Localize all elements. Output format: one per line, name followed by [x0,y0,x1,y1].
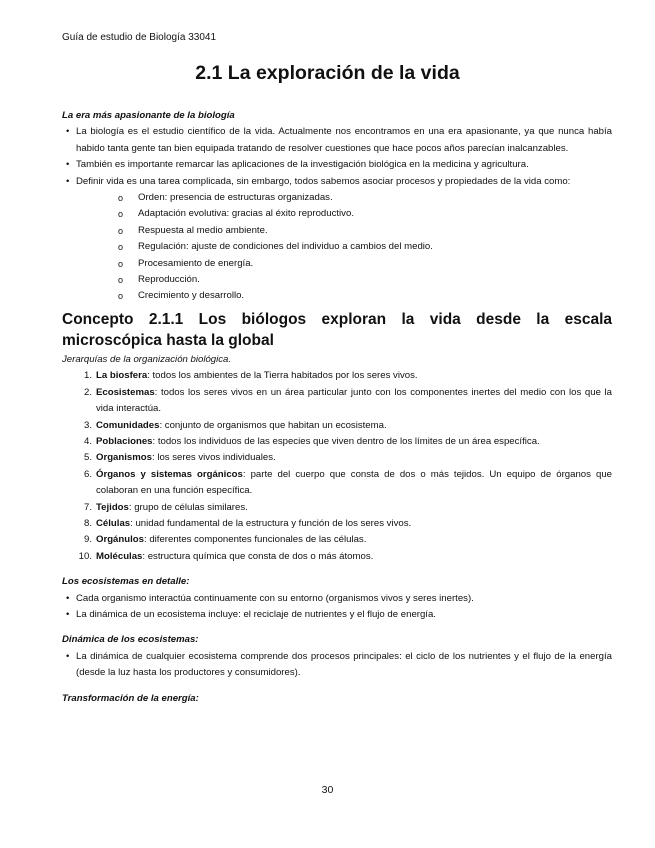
spacer [62,682,612,691]
intro-bullet-text: También es importante remarcar las aplicaciones de la investigación biológica en la medicina y agricultura. [76,159,529,171]
circle-bullet-icon: o [118,258,124,269]
page-number: 30 [321,784,334,796]
ecosystems-bullet: • Cada organismo interactúa continuamente con su entorno (organismos vivos y seres inertes). [62,591,612,607]
term: Ecosistemas [96,386,155,398]
hierarchy-list [62,368,612,565]
spacer [62,565,612,574]
list-item: o Procesamiento de energía. [118,256,612,272]
term: Comunidades [96,419,160,431]
list-item: o Orden: presencia de estructuras organizadas. [118,190,612,206]
bullet-icon: • [66,175,70,187]
circle-bullet-icon: o [118,209,124,220]
list-item: 4. Poblaciones: todos los individuos de las especies que viven dentro de los límites de un área específica. [83,435,540,447]
circle-bullet-icon: o [118,193,124,204]
term: Organismos [96,452,152,464]
section-label-energy: Transformación de la energía: [62,692,199,704]
list-item: 5. Organismos: los seres vivos individuales. [83,452,276,464]
circle-bullet-icon: o [118,275,124,286]
bullet-icon: • [66,608,70,620]
section-label-hierarchy: Jerarquías de la organización biológica. [62,353,232,365]
list-item: o Crecimiento y desarrollo. [118,288,612,304]
section-label-intro: La era más apasionante de la biología [62,110,235,121]
list-item: 2. Ecosistemas: todos los seres vivos en un área particular junto con los componentes inertes del medio con los que la vida interactúa. [83,386,612,415]
bullet-icon: • [66,126,70,138]
term: Poblaciones [96,435,153,447]
list-item: 10. Moléculas: estructura química que consta de dos o más átomos. [78,550,374,562]
bullet-icon: • [66,159,70,171]
section-label-dynamics: Dinámica de los ecosistemas: [62,634,199,646]
list-item: o Reproducción. [118,272,612,288]
list-item: o Regulación: ajuste de condiciones del individuo a cambios del medio. [118,239,612,255]
spacer [62,623,612,632]
list-item: o Respuesta al medio ambiente. [118,223,612,239]
intro-bullet [62,124,612,157]
list-item: o Adaptación evolutiva: gracias al éxito reproductivo. [118,206,612,222]
list-item: 1. La biosfera: todos los ambientes de la Tierra habitados por los seres vivos. [83,370,418,382]
intro-bullet [62,157,612,173]
list-item: 3. Comunidades: conjunto de organismos que habitan un ecosistema. [83,419,387,431]
list-item: 7. Tejidos: grupo de células similares. [83,501,248,513]
list-item: 6. Órganos y sistemas orgánicos: parte del cuerpo que consta de dos o más tejidos. Un equipo de órganos que colaboran en una función específica. [83,468,612,497]
ecosystems-bullet: • La dinámica de un ecosistema incluye: el reciclaje de nutrientes y el flujo de energía. [62,607,612,623]
page-title: 2.1 La exploración de la vida [195,62,460,84]
term: Orgánulos [96,534,144,546]
list-item: 9. Orgánulos: diferentes componentes funcionales de las células. [83,534,367,546]
term: Tejidos [96,501,129,513]
circle-bullet-icon: o [118,242,124,253]
list-item: 8. Células: unidad fundamental de la estructura y función de los seres vivos. [83,517,412,529]
term: La biosfera [96,370,148,382]
concept-heading: Concepto 2.1.1 Los biólogos exploran la vida desde la escala microscópica hasta la global [62,310,612,349]
term: Moléculas [96,550,143,562]
dynamics-bullet: • La dinámica de cualquier ecosistema comprende dos procesos principales: el ciclo de los nutrientes y el flujo de la energía (desde la luz hasta los productores y consumidores). [66,650,612,679]
intro-bullet-text: Definir vida es una tarea complicada, sin embargo, todos sabemos asociar procesos y propiedades de la vida como: [76,175,571,187]
page-content [62,108,612,707]
running-header: Guía de estudio de Biología 33041 [62,32,217,43]
term: Células [96,517,131,529]
life-properties-list [62,190,612,305]
bullet-icon: • [66,592,70,604]
intro-bullet-text: La biología es el estudio científico de la vida. Actualmente nos encontramos en una era apasionante, ya que nunca había habido tanta gente tan bien equipada tratando de resolver cuestiones que hace pocos años parecían inalcanzables. [76,126,612,154]
circle-bullet-icon: o [118,225,124,236]
section-label-ecosystems: Los ecosistemas en detalle: [62,576,190,588]
bullet-icon: • [66,650,70,662]
circle-bullet-icon: o [118,291,124,302]
intro-bullet [62,174,612,190]
term: Órganos y sistemas orgánicos [96,468,243,480]
